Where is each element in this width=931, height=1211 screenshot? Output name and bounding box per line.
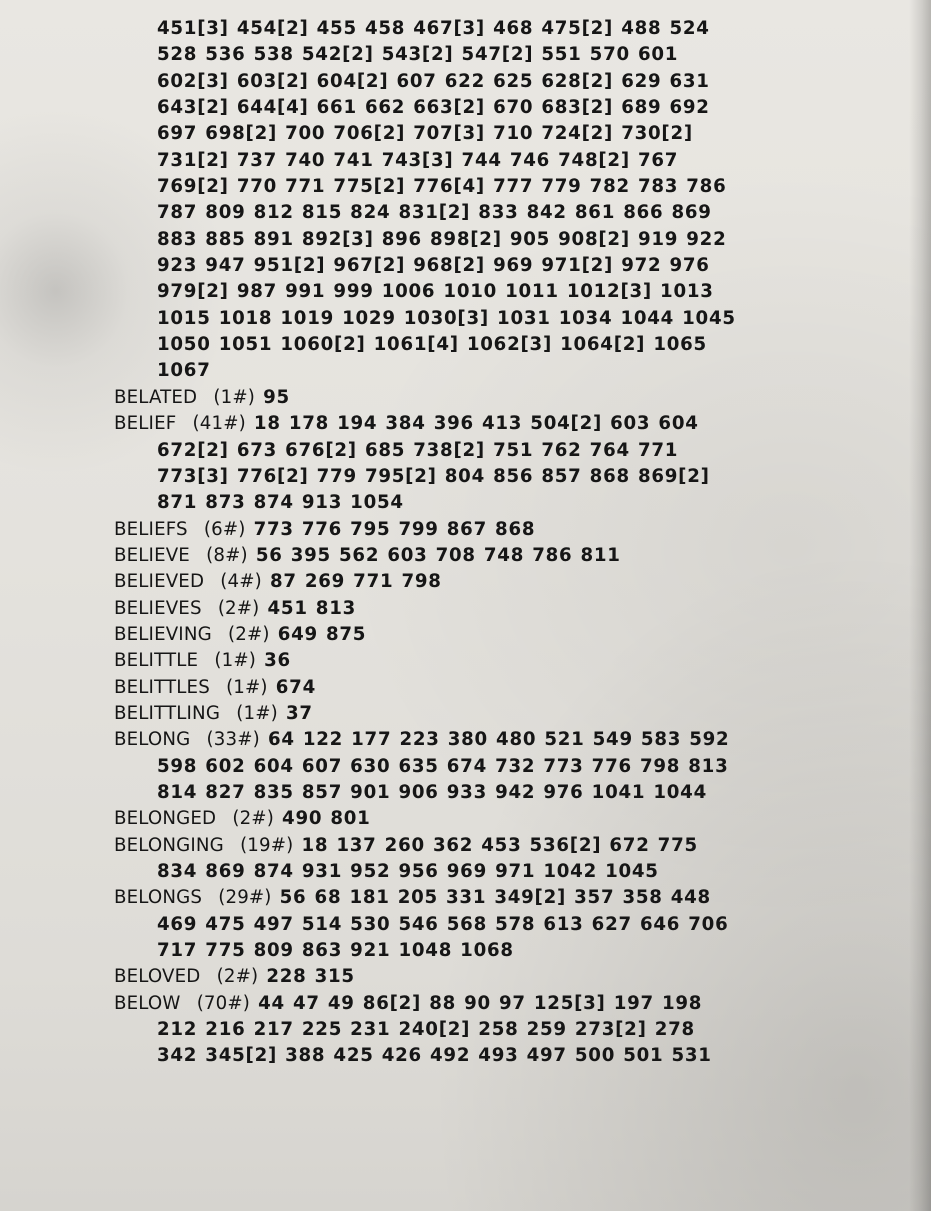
page-references: 451[3] 454[2] 455 458 467[3] 468 475[2] 488 524 (157, 18, 710, 39)
page-references: 923 947 951[2] 967[2] 968[2] 969 971[2] 972 976 (157, 255, 710, 277)
page-references: 528 536 538 542[2] 543[2] 547[2] 551 570 601 (157, 44, 679, 66)
page-references: 871 873 874 913 1054 (157, 492, 404, 514)
entry-headword: BELITTLES (114, 676, 210, 698)
page-references: 490 801 (282, 808, 371, 830)
index-entry-belittle (114, 648, 894, 674)
entry-count: (29#) (218, 887, 272, 909)
page-references: 212 216 217 225 231 240[2] 258 259 273[2] 278 (157, 1019, 695, 1041)
page-references: 342 345[2] 388 425 426 492 493 497 500 501 531 (157, 1045, 712, 1067)
entry-headword: BELOVED (114, 966, 201, 988)
index-line (114, 42, 894, 68)
page-references: 1050 1051 1060[2] 1061[4] 1062[3] 1064[2] 1065 (157, 334, 707, 356)
index-line (114, 253, 894, 279)
index-entry-believe (114, 543, 894, 569)
entry-headword: BELOW (114, 992, 181, 1014)
index-entry-belonging (114, 833, 894, 886)
page-references: 773 776 795 799 867 868 (253, 518, 536, 540)
entry-count: (41#) (192, 413, 246, 435)
entry-count: (6#) (203, 518, 246, 540)
index-line (114, 464, 894, 490)
index-line (114, 727, 894, 753)
index-entry-believed (114, 569, 894, 595)
entry-headword: BELATED (114, 386, 198, 408)
page-references: 674 (275, 676, 316, 698)
page-references: 717 775 809 863 921 1048 1068 (157, 940, 514, 962)
index-line (114, 991, 894, 1017)
index-line (114, 200, 894, 226)
index-line (114, 543, 894, 569)
index-line (114, 306, 894, 332)
index-line (114, 411, 894, 437)
index-line (114, 490, 894, 516)
index-line (114, 16, 894, 42)
entry-headword: BELONGING (114, 834, 224, 856)
index-line (114, 596, 894, 622)
page-references: 451 813 (267, 597, 357, 619)
index-line (114, 885, 894, 911)
page-references: 598 602 604 607 630 635 674 732 773 776 798 813 (157, 755, 729, 777)
entry-headword: BELIEF (114, 413, 177, 435)
entry-count: (1#) (213, 386, 255, 408)
index-entry-below (114, 991, 894, 1070)
index-line (114, 1043, 894, 1069)
index-entry-belittling (114, 701, 894, 727)
index-line (114, 833, 894, 859)
index-line (114, 95, 894, 121)
page-references: 672[2] 673 676[2] 685 738[2] 751 762 764 771 (157, 439, 679, 461)
page-references: 602[3] 603[2] 604[2] 607 622 625 628[2] 629 631 (157, 70, 710, 92)
index-line (114, 622, 894, 648)
entry-count: (2#) (217, 597, 260, 619)
index-line (114, 938, 894, 964)
entry-count: (19#) (240, 834, 294, 856)
entry-count: (2#) (216, 966, 259, 988)
entry-count: (2#) (227, 623, 270, 645)
page-references: 979[2] 987 991 999 1006 1010 1011 1012[3] 1013 (157, 281, 714, 303)
page-references: 37 (285, 702, 313, 724)
entry-headword: BELONGED (114, 808, 217, 830)
page-references: 228 315 (266, 966, 355, 988)
page-references: 18 178 194 384 396 413 504[2] 603 604 (253, 413, 699, 435)
page-references: 44 47 49 86[2] 88 90 97 125[3] 197 198 (258, 992, 703, 1014)
page-references: 643[2] 644[4] 661 662 663[2] 670 683[2] 689 692 (157, 97, 710, 119)
index-line (114, 332, 894, 358)
entry-headword: BELIEVING (114, 623, 212, 645)
page-references: 36 (264, 650, 291, 672)
index-line (114, 227, 894, 253)
index-line (114, 701, 894, 727)
index-entry-beliefs (114, 517, 894, 543)
page-references: 773[3] 776[2] 779 795[2] 804 856 857 868 869[2] (157, 465, 710, 487)
page-references: 18 137 260 362 453 536[2] 672 775 (301, 834, 698, 856)
index-line (114, 675, 894, 701)
index-line (114, 806, 894, 832)
page-references: 787 809 812 815 824 831[2] 833 842 861 866 869 (157, 202, 712, 224)
index-line (114, 438, 894, 464)
index-line (114, 964, 894, 990)
index-line (114, 1017, 894, 1043)
index-line (114, 385, 894, 411)
index-line (114, 121, 894, 147)
page-references: 95 (263, 386, 290, 408)
index-line (114, 569, 894, 595)
index-entry-belated (114, 385, 894, 411)
entry-headword: BELIEVED (114, 571, 205, 593)
index-entry-belongs (114, 885, 894, 964)
entry-count: (8#) (206, 544, 248, 566)
page-references: 649 875 (277, 623, 367, 645)
index-line (114, 517, 894, 543)
entry-headword: BELONG (114, 729, 191, 751)
page-references: 769[2] 770 771 775[2] 776[4] 777 779 782 783 786 (157, 176, 727, 198)
page-references: 87 269 771 798 (269, 571, 442, 593)
page-references: 469 475 497 514 530 546 568 578 613 627 646 706 (157, 913, 729, 935)
entry-count: (70#) (196, 992, 251, 1014)
entry-count: (1#) (214, 650, 256, 672)
entry-count: (33#) (206, 729, 260, 751)
entry-count: (1#) (236, 702, 278, 724)
index-line (114, 148, 894, 174)
page-references: 834 869 874 931 952 956 969 971 1042 1045 (157, 861, 659, 882)
index-line (114, 358, 894, 384)
index-line (114, 648, 894, 674)
concordance-index (114, 16, 894, 1070)
page-references: 56 395 562 603 708 748 786 811 (255, 544, 621, 566)
entry-headword: BELIEVE (114, 544, 190, 566)
index-entry-continued (114, 16, 894, 385)
index-line (114, 859, 894, 885)
page-references: 697 698[2] 700 706[2] 707[3] 710 724[2] 730[2] (157, 123, 693, 145)
page-references: 56 68 181 205 331 349[2] 357 358 448 (279, 887, 711, 909)
index-entry-belittles (114, 675, 894, 701)
index-entry-believing (114, 622, 894, 648)
index-entry-believes (114, 596, 894, 622)
page-references: 731[2] 737 740 741 743[3] 744 746 748[2] 767 (157, 149, 679, 171)
index-line (114, 174, 894, 200)
page-edge-shadow (909, 0, 931, 1211)
index-line (114, 754, 894, 780)
index-line (114, 69, 894, 95)
page-references: 64 122 177 223 380 480 521 549 583 592 (267, 729, 730, 751)
entry-count: (4#) (220, 571, 262, 593)
page-references: 1015 1018 1019 1029 1030[3] 1031 1034 1044 1045 (157, 307, 736, 329)
entry-headword: BELIEFS (114, 518, 188, 540)
index-line (114, 780, 894, 806)
entry-headword: BELITTLING (114, 702, 221, 724)
page-references: 814 827 835 857 901 906 933 942 976 1041 1044 (157, 781, 707, 803)
entry-headword: BELONGS (114, 887, 203, 909)
index-entry-belong (114, 727, 894, 806)
index-entry-beloved (114, 964, 894, 990)
index-entry-belief (114, 411, 894, 516)
page-references: 1067 (157, 360, 211, 382)
index-line (114, 912, 894, 938)
entry-headword: BELIEVES (114, 597, 202, 619)
entry-headword: BELITTLE (114, 650, 199, 672)
index-line (114, 279, 894, 305)
page-references: 883 885 891 892[3] 896 898[2] 905 908[2] 919 922 (157, 228, 727, 250)
index-entry-belonged (114, 806, 894, 832)
entry-count: (2#) (232, 808, 274, 830)
entry-count: (1#) (226, 676, 268, 698)
